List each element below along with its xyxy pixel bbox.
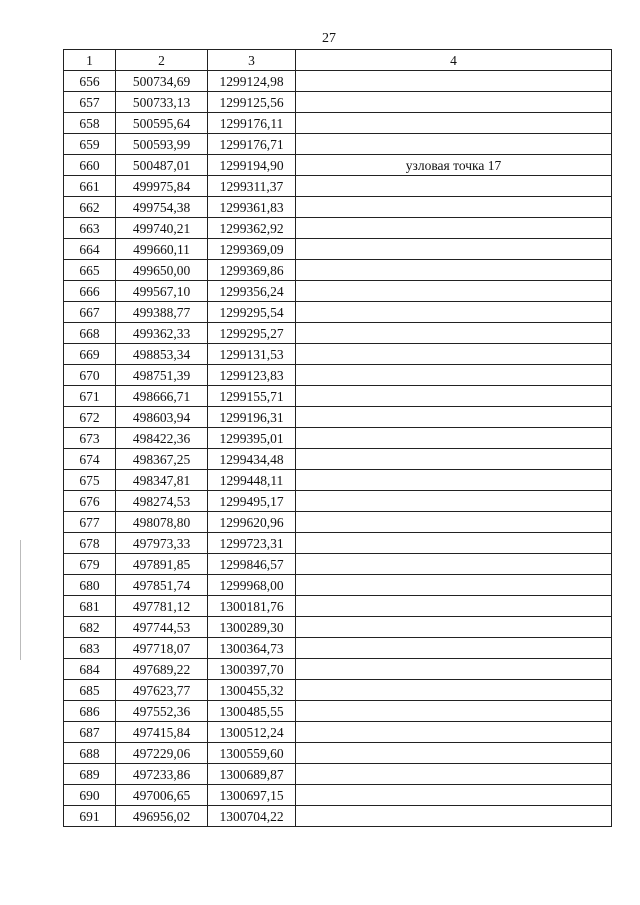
y-coordinate-cell: 1299125,56 (208, 92, 296, 113)
y-coordinate-cell: 1299295,54 (208, 302, 296, 323)
y-coordinate-cell: 1300512,24 (208, 722, 296, 743)
table-row (64, 302, 612, 323)
y-coordinate-cell: 1299495,17 (208, 491, 296, 512)
y-coordinate-cell: 1299369,09 (208, 239, 296, 260)
note-cell (296, 176, 612, 197)
point-number-cell: 680 (64, 575, 116, 596)
x-coordinate-cell: 497744,53 (116, 617, 208, 638)
table-row (64, 218, 612, 239)
table-row (64, 722, 612, 743)
x-coordinate-cell: 498347,81 (116, 470, 208, 491)
table-row (64, 659, 612, 680)
table-row (64, 638, 612, 659)
point-number-cell: 690 (64, 785, 116, 806)
note-cell (296, 764, 612, 785)
point-number-cell: 679 (64, 554, 116, 575)
x-coordinate-cell: 498422,36 (116, 428, 208, 449)
point-number-cell: 685 (64, 680, 116, 701)
scan-margin-line (20, 540, 21, 660)
x-coordinate-cell: 497718,07 (116, 638, 208, 659)
note-cell (296, 575, 612, 596)
y-coordinate-cell: 1299395,01 (208, 428, 296, 449)
table-row (64, 785, 612, 806)
x-coordinate-cell: 497689,22 (116, 659, 208, 680)
y-coordinate-cell: 1300181,76 (208, 596, 296, 617)
note-cell (296, 743, 612, 764)
note-cell (296, 386, 612, 407)
point-number-cell: 689 (64, 764, 116, 785)
x-coordinate-cell: 499650,00 (116, 260, 208, 281)
column-header-1: 1 (64, 50, 116, 71)
y-coordinate-cell: 1299968,00 (208, 575, 296, 596)
point-number-cell: 681 (64, 596, 116, 617)
y-coordinate-cell: 1300397,70 (208, 659, 296, 680)
y-coordinate-cell: 1300689,87 (208, 764, 296, 785)
note-cell (296, 134, 612, 155)
y-coordinate-cell: 1299369,86 (208, 260, 296, 281)
table-row (64, 407, 612, 428)
y-coordinate-cell: 1299361,83 (208, 197, 296, 218)
note-cell (296, 407, 612, 428)
x-coordinate-cell: 499660,11 (116, 239, 208, 260)
y-coordinate-cell: 1299131,53 (208, 344, 296, 365)
x-coordinate-cell: 497233,86 (116, 764, 208, 785)
table-row (64, 260, 612, 281)
header-row (64, 50, 612, 71)
y-coordinate-cell: 1299155,71 (208, 386, 296, 407)
note-cell (296, 638, 612, 659)
y-coordinate-cell: 1300289,30 (208, 617, 296, 638)
x-coordinate-cell: 499740,21 (116, 218, 208, 239)
y-coordinate-cell: 1299295,27 (208, 323, 296, 344)
point-number-cell: 674 (64, 449, 116, 470)
point-number-cell: 672 (64, 407, 116, 428)
note-cell (296, 260, 612, 281)
table-row (64, 701, 612, 722)
x-coordinate-cell: 499754,38 (116, 197, 208, 218)
point-number-cell: 688 (64, 743, 116, 764)
point-number-cell: 675 (64, 470, 116, 491)
y-coordinate-cell: 1299723,31 (208, 533, 296, 554)
point-number-cell: 691 (64, 806, 116, 827)
table-row (64, 743, 612, 764)
x-coordinate-cell: 500733,13 (116, 92, 208, 113)
x-coordinate-cell: 499362,33 (116, 323, 208, 344)
point-number-cell: 677 (64, 512, 116, 533)
table-body (64, 71, 612, 827)
x-coordinate-cell: 500593,99 (116, 134, 208, 155)
point-number-cell: 673 (64, 428, 116, 449)
y-coordinate-cell: 1299620,96 (208, 512, 296, 533)
x-coordinate-cell: 497781,12 (116, 596, 208, 617)
y-coordinate-cell: 1299448,11 (208, 470, 296, 491)
point-number-cell: 676 (64, 491, 116, 512)
point-number-cell: 684 (64, 659, 116, 680)
point-number-cell: 682 (64, 617, 116, 638)
note-cell (296, 365, 612, 386)
table-row (64, 176, 612, 197)
table-row (64, 113, 612, 134)
note-cell (296, 533, 612, 554)
x-coordinate-cell: 498078,80 (116, 512, 208, 533)
point-number-cell: 683 (64, 638, 116, 659)
y-coordinate-cell: 1299176,11 (208, 113, 296, 134)
point-number-cell: 660 (64, 155, 116, 176)
note-cell (296, 512, 612, 533)
point-number-cell: 678 (64, 533, 116, 554)
note-cell (296, 617, 612, 638)
table-row (64, 134, 612, 155)
note-cell (296, 659, 612, 680)
y-coordinate-cell: 1300455,32 (208, 680, 296, 701)
note-cell (296, 344, 612, 365)
page-number: 27 (322, 31, 336, 46)
note-cell (296, 680, 612, 701)
note-cell (296, 218, 612, 239)
point-number-cell: 664 (64, 239, 116, 260)
x-coordinate-cell: 497851,74 (116, 575, 208, 596)
table-row (64, 575, 612, 596)
table-row (64, 554, 612, 575)
column-header-2: 2 (116, 50, 208, 71)
point-number-cell: 658 (64, 113, 116, 134)
point-number-cell: 669 (64, 344, 116, 365)
x-coordinate-cell: 497229,06 (116, 743, 208, 764)
note-cell (296, 281, 612, 302)
note-cell (296, 470, 612, 491)
note-cell: узловая точка 17 (296, 155, 612, 176)
table-row (64, 71, 612, 92)
table-row (64, 512, 612, 533)
table-row (64, 386, 612, 407)
note-cell (296, 92, 612, 113)
note-cell (296, 491, 612, 512)
note-cell (296, 701, 612, 722)
point-number-cell: 662 (64, 197, 116, 218)
x-coordinate-cell: 500734,69 (116, 71, 208, 92)
note-cell (296, 239, 612, 260)
y-coordinate-cell: 1299434,48 (208, 449, 296, 470)
column-header-4: 4 (296, 50, 612, 71)
x-coordinate-cell: 499567,10 (116, 281, 208, 302)
coordinates-table (63, 49, 612, 827)
point-number-cell: 686 (64, 701, 116, 722)
note-cell (296, 302, 612, 323)
x-coordinate-cell: 497623,77 (116, 680, 208, 701)
table-row (64, 806, 612, 827)
x-coordinate-cell: 497415,84 (116, 722, 208, 743)
y-coordinate-cell: 1299362,92 (208, 218, 296, 239)
point-number-cell: 657 (64, 92, 116, 113)
x-coordinate-cell: 499975,84 (116, 176, 208, 197)
note-cell (296, 596, 612, 617)
y-coordinate-cell: 1299123,83 (208, 365, 296, 386)
table-row (64, 365, 612, 386)
y-coordinate-cell: 1299846,57 (208, 554, 296, 575)
table-row (64, 281, 612, 302)
point-number-cell: 665 (64, 260, 116, 281)
point-number-cell: 666 (64, 281, 116, 302)
table-row (64, 617, 612, 638)
x-coordinate-cell: 500595,64 (116, 113, 208, 134)
table-row (64, 428, 612, 449)
note-cell (296, 806, 612, 827)
table-row (64, 680, 612, 701)
point-number-cell: 667 (64, 302, 116, 323)
note-cell (296, 722, 612, 743)
note-cell (296, 428, 612, 449)
y-coordinate-cell: 1299176,71 (208, 134, 296, 155)
y-coordinate-cell: 1299124,98 (208, 71, 296, 92)
table-row (64, 92, 612, 113)
x-coordinate-cell: 497006,65 (116, 785, 208, 806)
x-coordinate-cell: 497891,85 (116, 554, 208, 575)
note-cell (296, 554, 612, 575)
table-row (64, 470, 612, 491)
point-number-cell: 659 (64, 134, 116, 155)
x-coordinate-cell: 498666,71 (116, 386, 208, 407)
y-coordinate-cell: 1300364,73 (208, 638, 296, 659)
x-coordinate-cell: 500487,01 (116, 155, 208, 176)
x-coordinate-cell: 497973,33 (116, 533, 208, 554)
x-coordinate-cell: 496956,02 (116, 806, 208, 827)
x-coordinate-cell: 498603,94 (116, 407, 208, 428)
x-coordinate-cell: 498367,25 (116, 449, 208, 470)
point-number-cell: 670 (64, 365, 116, 386)
note-cell (296, 113, 612, 134)
y-coordinate-cell: 1299356,24 (208, 281, 296, 302)
x-coordinate-cell: 498274,53 (116, 491, 208, 512)
table-row (64, 239, 612, 260)
point-number-cell: 656 (64, 71, 116, 92)
x-coordinate-cell: 497552,36 (116, 701, 208, 722)
note-cell (296, 197, 612, 218)
y-coordinate-cell: 1300704,22 (208, 806, 296, 827)
table-row (64, 155, 612, 176)
y-coordinate-cell: 1299196,31 (208, 407, 296, 428)
y-coordinate-cell: 1300559,60 (208, 743, 296, 764)
table-row (64, 323, 612, 344)
note-cell (296, 449, 612, 470)
x-coordinate-cell: 498853,34 (116, 344, 208, 365)
table-row (64, 449, 612, 470)
note-cell (296, 71, 612, 92)
table-row (64, 533, 612, 554)
note-cell (296, 785, 612, 806)
table-row (64, 197, 612, 218)
table-row (64, 764, 612, 785)
table-row (64, 491, 612, 512)
x-coordinate-cell: 498751,39 (116, 365, 208, 386)
point-number-cell: 668 (64, 323, 116, 344)
y-coordinate-cell: 1300485,55 (208, 701, 296, 722)
table-row (64, 344, 612, 365)
y-coordinate-cell: 1300697,15 (208, 785, 296, 806)
point-number-cell: 661 (64, 176, 116, 197)
point-number-cell: 671 (64, 386, 116, 407)
note-cell (296, 323, 612, 344)
column-header-3: 3 (208, 50, 296, 71)
table-row (64, 596, 612, 617)
point-number-cell: 687 (64, 722, 116, 743)
y-coordinate-cell: 1299194,90 (208, 155, 296, 176)
point-number-cell: 663 (64, 218, 116, 239)
x-coordinate-cell: 499388,77 (116, 302, 208, 323)
y-coordinate-cell: 1299311,37 (208, 176, 296, 197)
